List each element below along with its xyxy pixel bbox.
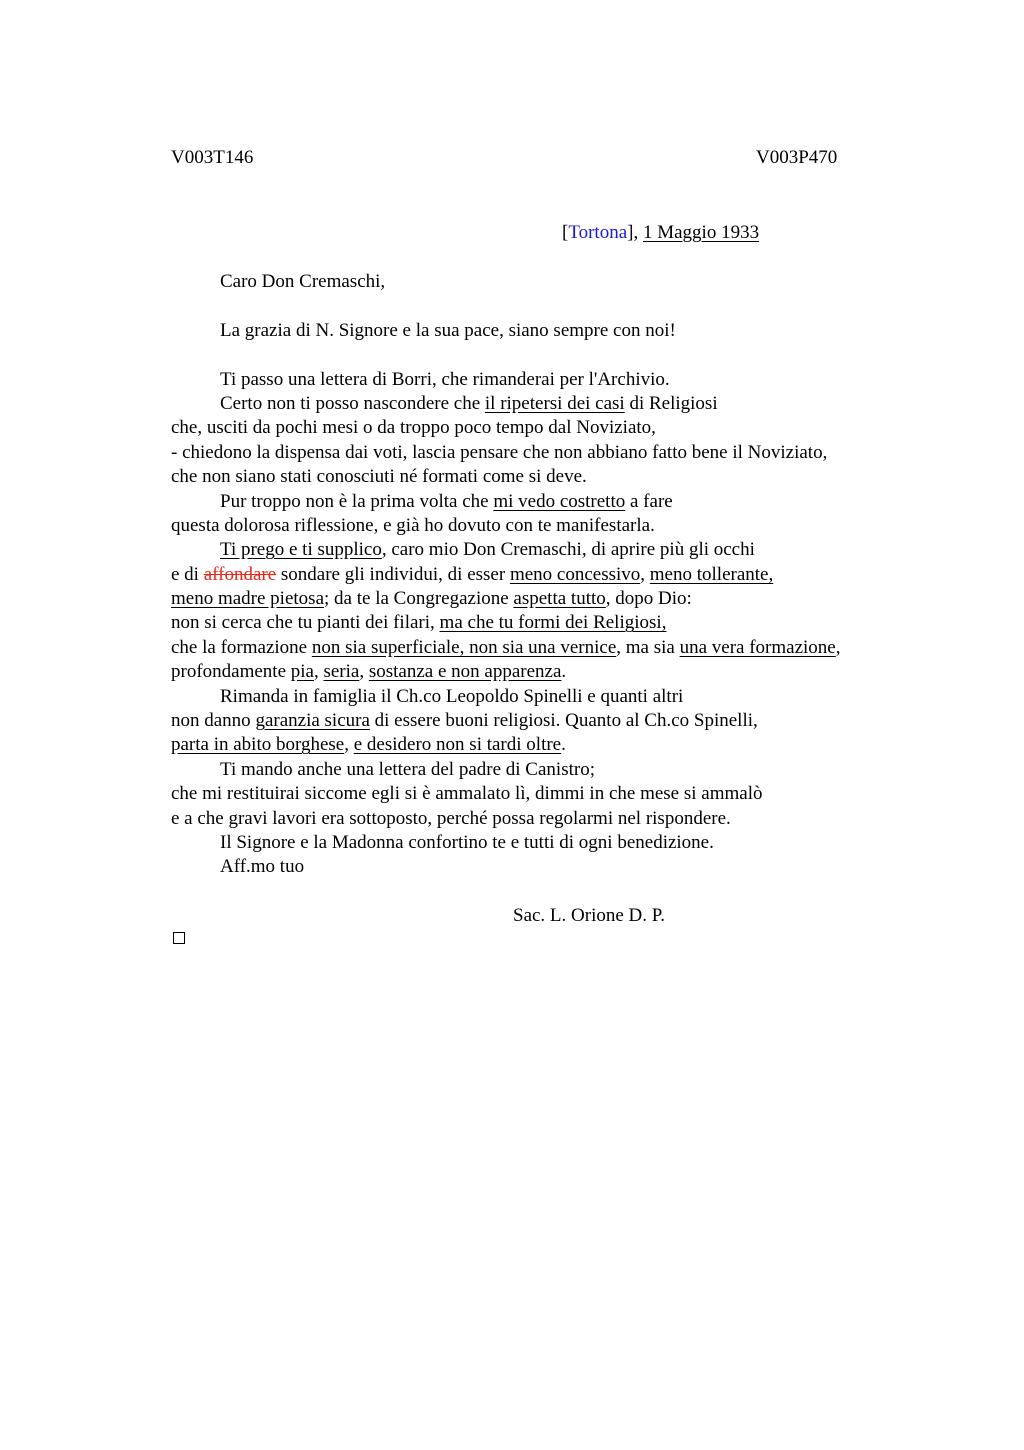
underlined-text: sostanza e non apparenza [368,661,562,683]
paragraph-line [171,733,931,757]
bracket-open: [ [562,222,569,243]
checkbox-icon [173,932,185,944]
text-run: sondare gli individui, di esser [276,563,510,585]
paragraph-line: Rimanda in famiglia il Ch.co Leopoldo Spinelli e quanti altri [220,685,684,707]
text-run: non si cerca che tu pianti dei filari, [171,612,440,634]
text-run: . [561,734,566,756]
paragraph-line [171,660,931,684]
text-run: , dopo Dio: [605,588,692,610]
paragraph-line: che mi restituirai siccome egli si è ammalato lì, dimmi in che mese si ammalò [171,783,763,805]
paragraph-line: questa dolorosa riflessione, e già ho dovuto con te manifestarla. [171,514,655,536]
text-run: a fare [625,490,673,512]
text-run: che la formazione [171,636,312,658]
underlined-text: ma che tu formi dei Religiosi, [439,612,667,634]
underlined-text: aspetta tutto [513,588,606,610]
text-run: ; da te la Congregazione [324,588,514,610]
underlined-text: pia [290,661,314,683]
paragraph-line: che, usciti da pochi mesi o da troppo poco tempo dal Noviziato, [171,417,656,439]
text-run: di Religiosi [624,392,718,414]
dateline [562,221,759,245]
text-run: , [344,734,354,756]
place-name: Tortona [568,222,628,243]
underlined-text: il ripetersi dei casi [484,392,625,414]
document-code: V003T146 [171,147,254,168]
underlined-text: una vera formazione [679,636,836,658]
blank-line [171,343,931,367]
underlined-text: meno tollerante, [649,563,774,585]
paragraph-line [171,563,931,587]
text-run: di essere buoni religiosi. Quanto al Ch.co Spinelli, [369,710,758,732]
blank-line [171,294,931,318]
greeting: La grazia di N. Signore e la sua pace, siano sempre con noi! [220,319,676,341]
paragraph-line: e a che gravi lavori era sottoposto, perché possa regolarmi nel rispondere. [171,807,731,829]
text-run: , [313,661,324,683]
text-run: Pur troppo non è la prima volta che [220,490,494,512]
salutation: Caro Don Cremaschi, [220,271,386,292]
paragraph-line [171,611,931,635]
blessing: Il Signore e la Madonna confortino te e tutti di ogni benedizione. [220,831,714,853]
paragraph-line [171,709,931,733]
text-run: Certo non ti posso nascondere che [220,392,485,414]
letter-date: 1 Maggio 1933 [642,222,760,243]
underlined-text: garanzia sicura [255,710,370,732]
bracket-close: ], [627,222,639,243]
underlined-text: meno concessivo [509,563,641,585]
underlined-text: e desidero non si tardi oltre [353,734,562,756]
paragraph-line [171,490,931,514]
text-run: . [561,661,567,683]
paragraph-line [171,538,931,562]
underlined-text: seria [323,661,360,683]
paragraph-line [171,392,931,416]
text-run: , [359,661,369,683]
text-run: , caro mio Don Cremaschi, di aprire più gli occhi [381,539,755,561]
text-run: non danno [171,710,256,732]
closing: Aff.mo tuo [220,856,305,878]
text-run: , [640,563,650,585]
paragraph-line [171,587,931,611]
text-run: , ma sia [616,636,680,658]
signature: Sac. L. Orione D. P. [513,905,665,926]
paragraph-line: Ti mando anche una lettera del padre di Canistro; [220,758,595,780]
deleted-word: affondare [203,563,277,585]
paragraph-line: Ti passo una lettera di Borri, che rimanderai per l'Archivio. [220,368,670,390]
underlined-text: Ti prego e ti supplico [220,539,382,561]
paragraph-line: - chiedono la dispensa dai voti, lascia pensare che non abbiano fatto bene il Noviziato, [171,441,828,463]
paragraph-line [171,636,931,660]
underlined-text: mi vedo costretto [493,490,626,512]
letter-body [171,270,931,880]
underlined-text: non sia superficiale, non sia una vernice [311,636,617,658]
underlined-text: meno madre pietosa [171,588,325,610]
text-run: profondamente [171,661,291,683]
page-code: V003P470 [756,147,838,168]
underlined-text: parta in abito borghese [171,734,345,756]
text-run: , [835,636,841,658]
text-run: e di [171,563,204,585]
paragraph-line: che non siano stati conosciuti né formati come si deve. [171,466,587,488]
